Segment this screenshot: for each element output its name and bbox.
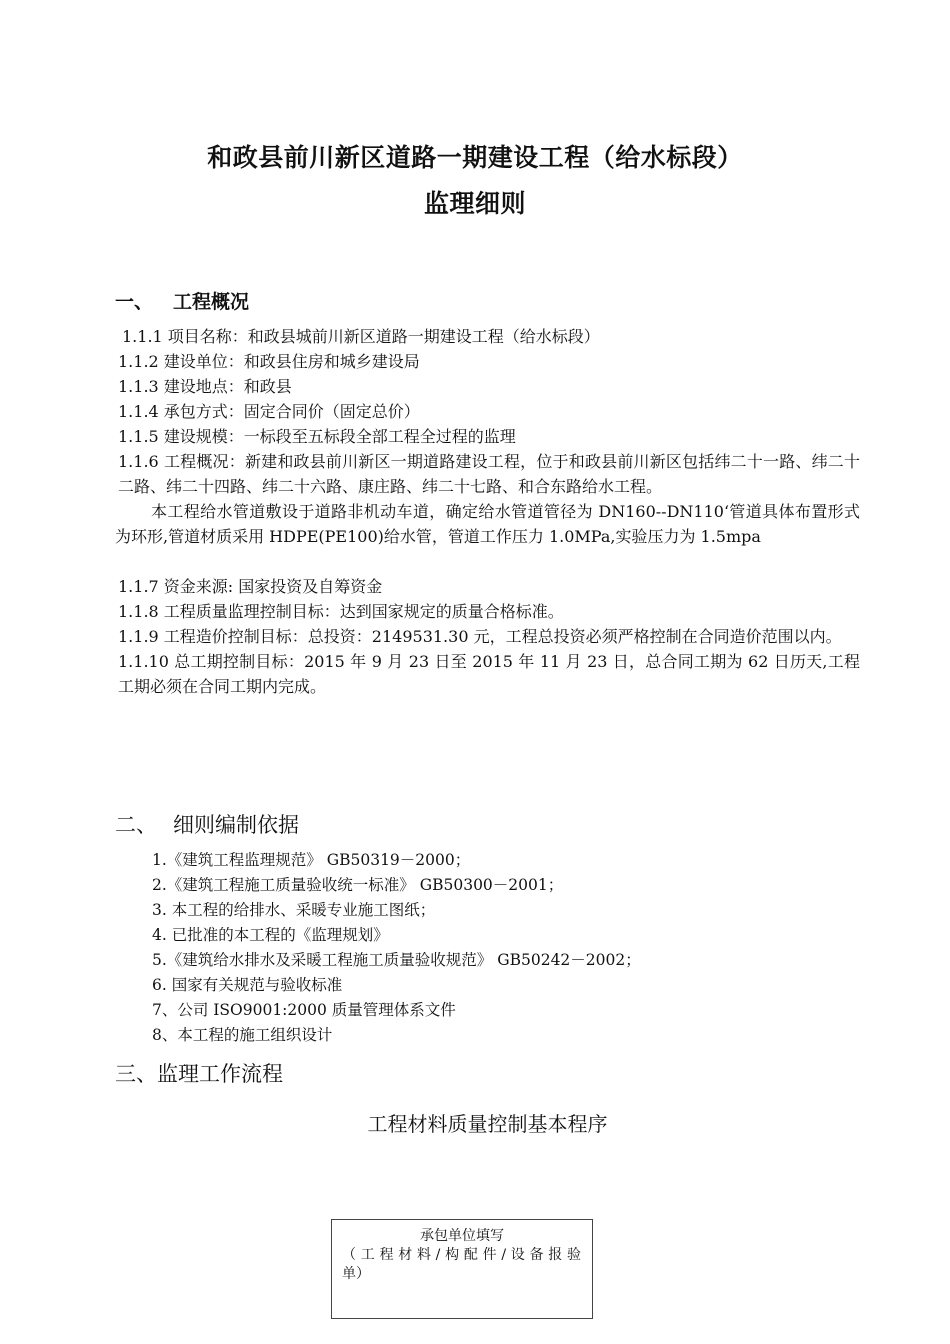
section-3-heading: 三、监理工作流程 — [115, 1062, 283, 1086]
basis-item: 7、公司 ISO9001:2000 质量管理体系文件 — [152, 1001, 456, 1019]
basis-item: 3. 本工程的给排水、采暖专业施工图纸； — [152, 901, 436, 919]
overview-paragraph: 本工程给水管道敷设于道路非机动车道，确定给水管道管径为 DN160--DN110‘管道具体布置形式为环形,管道材质采用 HDPE(PE100)给水管，管道工作压力 1.0MPa,实验压力为 1.5mpa — [115, 502, 860, 546]
basis-item: 8、本工程的施工组织设计 — [152, 1026, 333, 1044]
basis-item: 5.《建筑给水排水及采暖工程施工质量验收规范》 GB50242－2002； — [152, 951, 641, 969]
overview-item: 1.1.5 建设规模：一标段至五标段全部工程全过程的监理 — [118, 427, 516, 446]
flowchart-box-line: 单） — [342, 1266, 370, 1282]
overview-item: 1.1.4 承包方式：固定合同价（固定总价） — [118, 402, 420, 421]
project-overview — [115, 324, 860, 699]
document-title: 和政县前川新区道路一期建设工程（给水标段） — [207, 143, 743, 172]
overview-item: 1.1.7 资金来源: 国家投资及自筹资金 — [118, 577, 383, 596]
overview-item: 1.1.3 建设地点：和政县 — [118, 377, 292, 396]
overview-item: 1.1.1 项目名称：和政县城前川新区道路一期建设工程（给水标段） — [122, 327, 600, 346]
flowchart-box-line: 承包单位填写 — [420, 1228, 504, 1244]
spacer — [115, 549, 860, 574]
section-2-title: 细则编制依据 — [173, 813, 299, 837]
section-2-heading — [115, 809, 299, 839]
document-subtitle: 监理细则 — [423, 189, 526, 218]
section-1-number: 一、 — [115, 291, 154, 313]
basis-item: 2.《建筑工程施工质量验收统一标准》 GB50300－2001； — [152, 876, 564, 894]
basis-item: 6. 国家有关规范与验收标准 — [152, 976, 343, 994]
basis-item: 4. 已批准的本工程的《监理规划》 — [152, 926, 389, 944]
overview-item: 1.1.10 总工期控制目标：2015 年 9 月 23 日至 2015 年 11 月 23 日，总合同工期为 62 日历天,工程工期必须在合同工期内完成。 — [118, 652, 860, 696]
section-1-heading — [115, 287, 249, 314]
flowchart-box — [331, 1219, 593, 1319]
section-1-title: 工程概况 — [173, 291, 250, 313]
overview-item: 1.1.6 工程概况：新建和政县前川新区一期道路建设工程，位于和政县前川新区包括纬二十一路、纬二十二路、纬二十四路、纬二十六路、康庄路、纬二十七路、和合东路给水工程。 — [118, 452, 860, 496]
section-2-number: 二、 — [115, 813, 157, 837]
basis-list — [152, 848, 641, 1048]
flowchart-box-line: （工程材料/构配件/设备报验 — [342, 1247, 582, 1263]
overview-item: 1.1.2 建设单位：和政县住房和城乡建设局 — [118, 352, 420, 371]
flow-title: 工程材料质量控制基本程序 — [367, 1112, 608, 1136]
overview-item: 1.1.8 工程质量监理控制目标：达到国家规定的质量合格标准。 — [118, 602, 564, 621]
basis-item: 1.《建筑工程监理规范》 GB50319－2000； — [152, 851, 471, 869]
overview-item: 1.1.9 工程造价控制目标：总投资：2149531.30 元，工程总投资必须严格控制在合同造价范围以内。 — [118, 627, 842, 646]
